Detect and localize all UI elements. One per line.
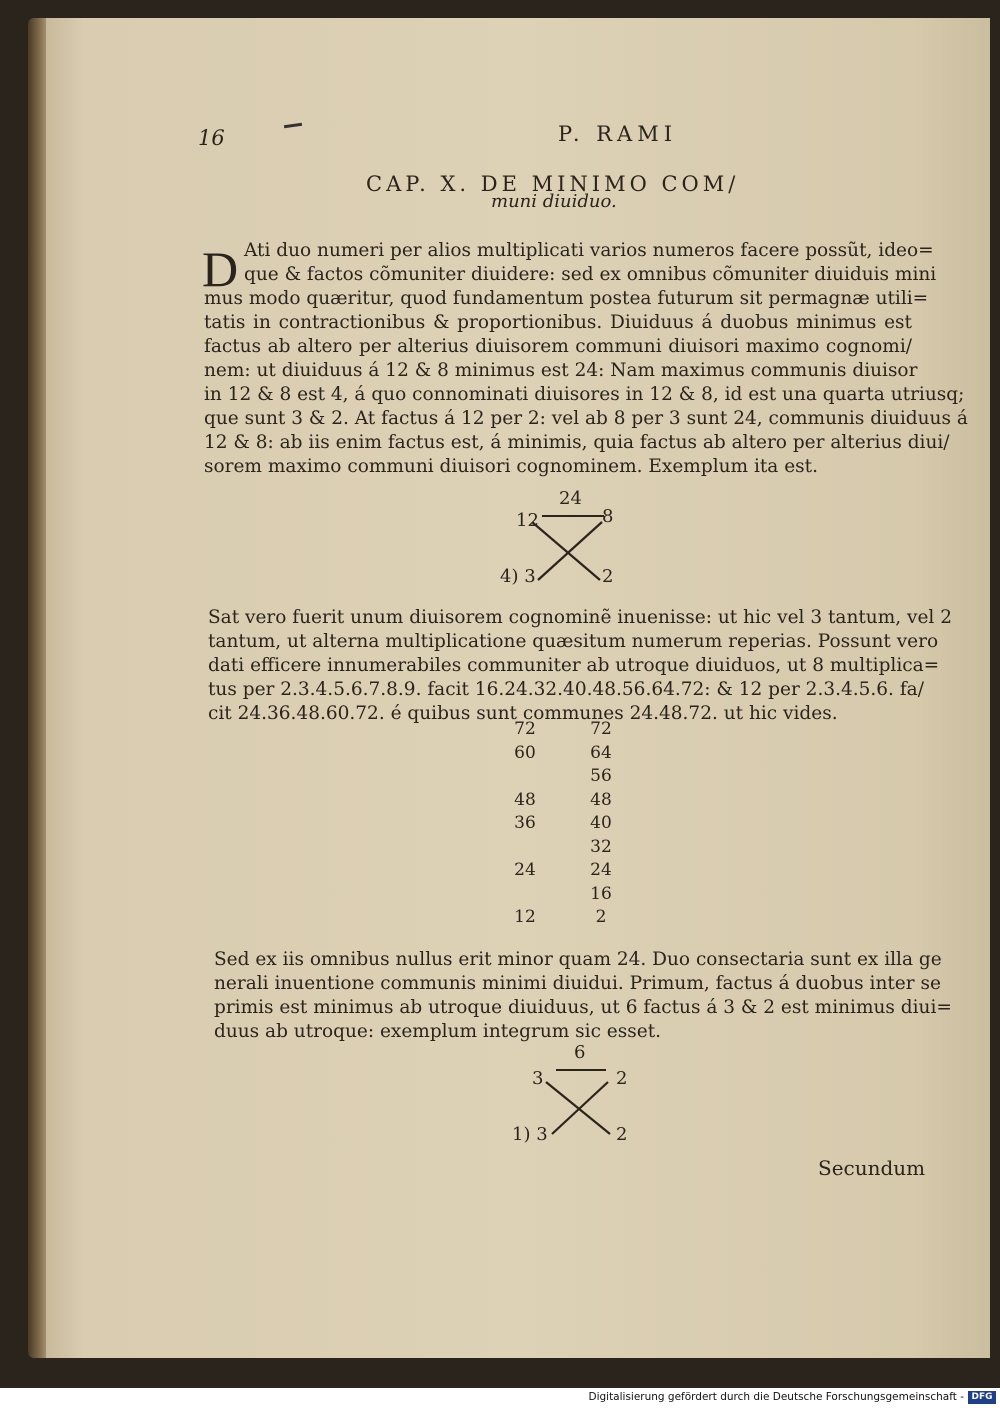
table-cell bbox=[505, 765, 545, 789]
text-line: tantum, ut alterna multiplicatione quæsitum numerum reperias. Possunt vero bbox=[208, 631, 939, 652]
paragraph-1 bbox=[204, 239, 968, 479]
cross-multiplication-diagram-2 bbox=[512, 1042, 636, 1152]
text-line: tatis in contractionibus & proportionibus. Diuiduus á duobus minimus est bbox=[204, 312, 912, 333]
ink-mark bbox=[284, 123, 302, 128]
text-line: nem: ut diuiduus á 12 & 8 minimus est 24: Nam maximus communis diuisor bbox=[204, 360, 918, 381]
multiples-column-8 bbox=[581, 718, 621, 930]
table-cell: 16 bbox=[590, 883, 612, 904]
book-page bbox=[46, 18, 990, 1358]
table-cell: 36 bbox=[514, 813, 536, 833]
diagram-bottom-right: 2 bbox=[616, 1124, 628, 1145]
text-line: que & factos cõmuniter diuidere: sed ex omnibus cõmuniter diuiduis mini bbox=[244, 264, 937, 285]
dfg-logo: DFG bbox=[968, 1391, 996, 1404]
table-cell bbox=[505, 836, 545, 860]
text-line: mus modo quæritur, quod fundamentum postea futurum sit permagnæ utili= bbox=[204, 288, 929, 309]
catchword: Secundum bbox=[818, 1156, 926, 1180]
paragraph-2 bbox=[208, 606, 952, 726]
paragraph-3 bbox=[214, 948, 952, 1044]
table-cell: 48 bbox=[590, 789, 612, 810]
diagram-left-number: 3 bbox=[532, 1068, 544, 1089]
chapter-title-continued: muni diuiduo. bbox=[491, 191, 617, 212]
multiples-column-12 bbox=[505, 718, 545, 930]
text-line: sorem maximo communi diuisori cognominem. Exemplum ita est. bbox=[204, 456, 818, 477]
table-cell bbox=[505, 883, 545, 907]
text-line: duus ab utroque: exemplum integrum sic esset. bbox=[214, 1021, 662, 1042]
page-number: 16 bbox=[198, 126, 225, 150]
digitization-footer bbox=[0, 1388, 1000, 1408]
text-line: que sunt 3 & 2. At factus á 12 per 2: vel ab 8 per 3 sunt 24, communis diuiduus á bbox=[204, 408, 968, 429]
diagram-bottom-right: 2 bbox=[602, 566, 614, 587]
table-cell: 60 bbox=[514, 742, 536, 763]
text-line: Sed ex iis omnibus nullus erit minor quam 24. Duo consectaria sunt ex illa ge bbox=[214, 949, 942, 970]
table-cell: 48 bbox=[514, 789, 536, 810]
cross-multiplication-diagram-1 bbox=[500, 486, 628, 596]
text-line: factus ab altero per alterius diuisorem communi diuisori maximo cognomi/ bbox=[204, 336, 912, 357]
footer-credit-text: Digitalisierung gefördert durch die Deutsche Forschungsgemeinschaft - bbox=[588, 1391, 964, 1403]
diagram-left-number: 12 bbox=[516, 510, 539, 531]
text-line: cit 24.36.48.60.72. é quibus sunt communes 24.48.72. ut hic vides. bbox=[208, 703, 838, 724]
table-cell: 40 bbox=[590, 813, 612, 833]
table-cell: 24 bbox=[514, 860, 536, 880]
chapter-title: CAP. X. DE MINIMO COM/ bbox=[366, 172, 740, 196]
running-head: P. RAMI bbox=[558, 122, 677, 146]
diagram-bottom-left: 1) 3 bbox=[512, 1124, 548, 1145]
diagram-right-number: 8 bbox=[602, 506, 614, 527]
drop-cap: D bbox=[202, 241, 239, 297]
diagram-product: 6 bbox=[574, 1042, 586, 1063]
text-line: nerali inuentione communis minimi diuidui. Primum, factus á duobus inter se bbox=[214, 973, 941, 994]
text-line: Sat vero fuerit unum diuisorem cognominẽ inuenisse: ut hic vel 3 tantum, vel 2 bbox=[208, 607, 952, 628]
text-line: in 12 & 8 est 4, á quo connominati diuisores in 12 & 8, id est una quarta utriusq; bbox=[204, 384, 965, 405]
table-cell: 64 bbox=[590, 742, 612, 763]
table-cell: 12 bbox=[514, 907, 536, 927]
table-cell: 24 bbox=[590, 860, 612, 880]
text-line: Ati duo numeri per alios multiplicati varios numeros facere possũt, ideo= bbox=[244, 240, 934, 261]
diagram-bottom-left: 4) 3 bbox=[500, 566, 536, 587]
text-line: primis est minimus ab utroque diuiduus, ut 6 factus á 3 & 2 est minimus diui= bbox=[214, 997, 952, 1018]
text-line: 12 & 8: ab iis enim factus est, á minimis, quia factus ab altero per alterius diui/ bbox=[204, 432, 950, 453]
table-cell: 56 bbox=[590, 766, 612, 786]
table-cell: 2 bbox=[595, 907, 607, 927]
text-line: tus per 2.3.4.5.6.7.8.9. facit 16.24.32.40.48.56.64.72: & 12 per 2.3.4.5.6. fa/ bbox=[208, 679, 924, 700]
diagram-product: 24 bbox=[559, 488, 582, 509]
table-cell: 32 bbox=[590, 836, 612, 857]
table-cell: 72 bbox=[514, 719, 536, 739]
text-line: dati efficere innumerabiles communiter ab utroque diuiduos, ut 8 multiplica= bbox=[208, 655, 940, 676]
diagram-right-number: 2 bbox=[616, 1068, 628, 1089]
table-cell: 72 bbox=[590, 719, 612, 739]
